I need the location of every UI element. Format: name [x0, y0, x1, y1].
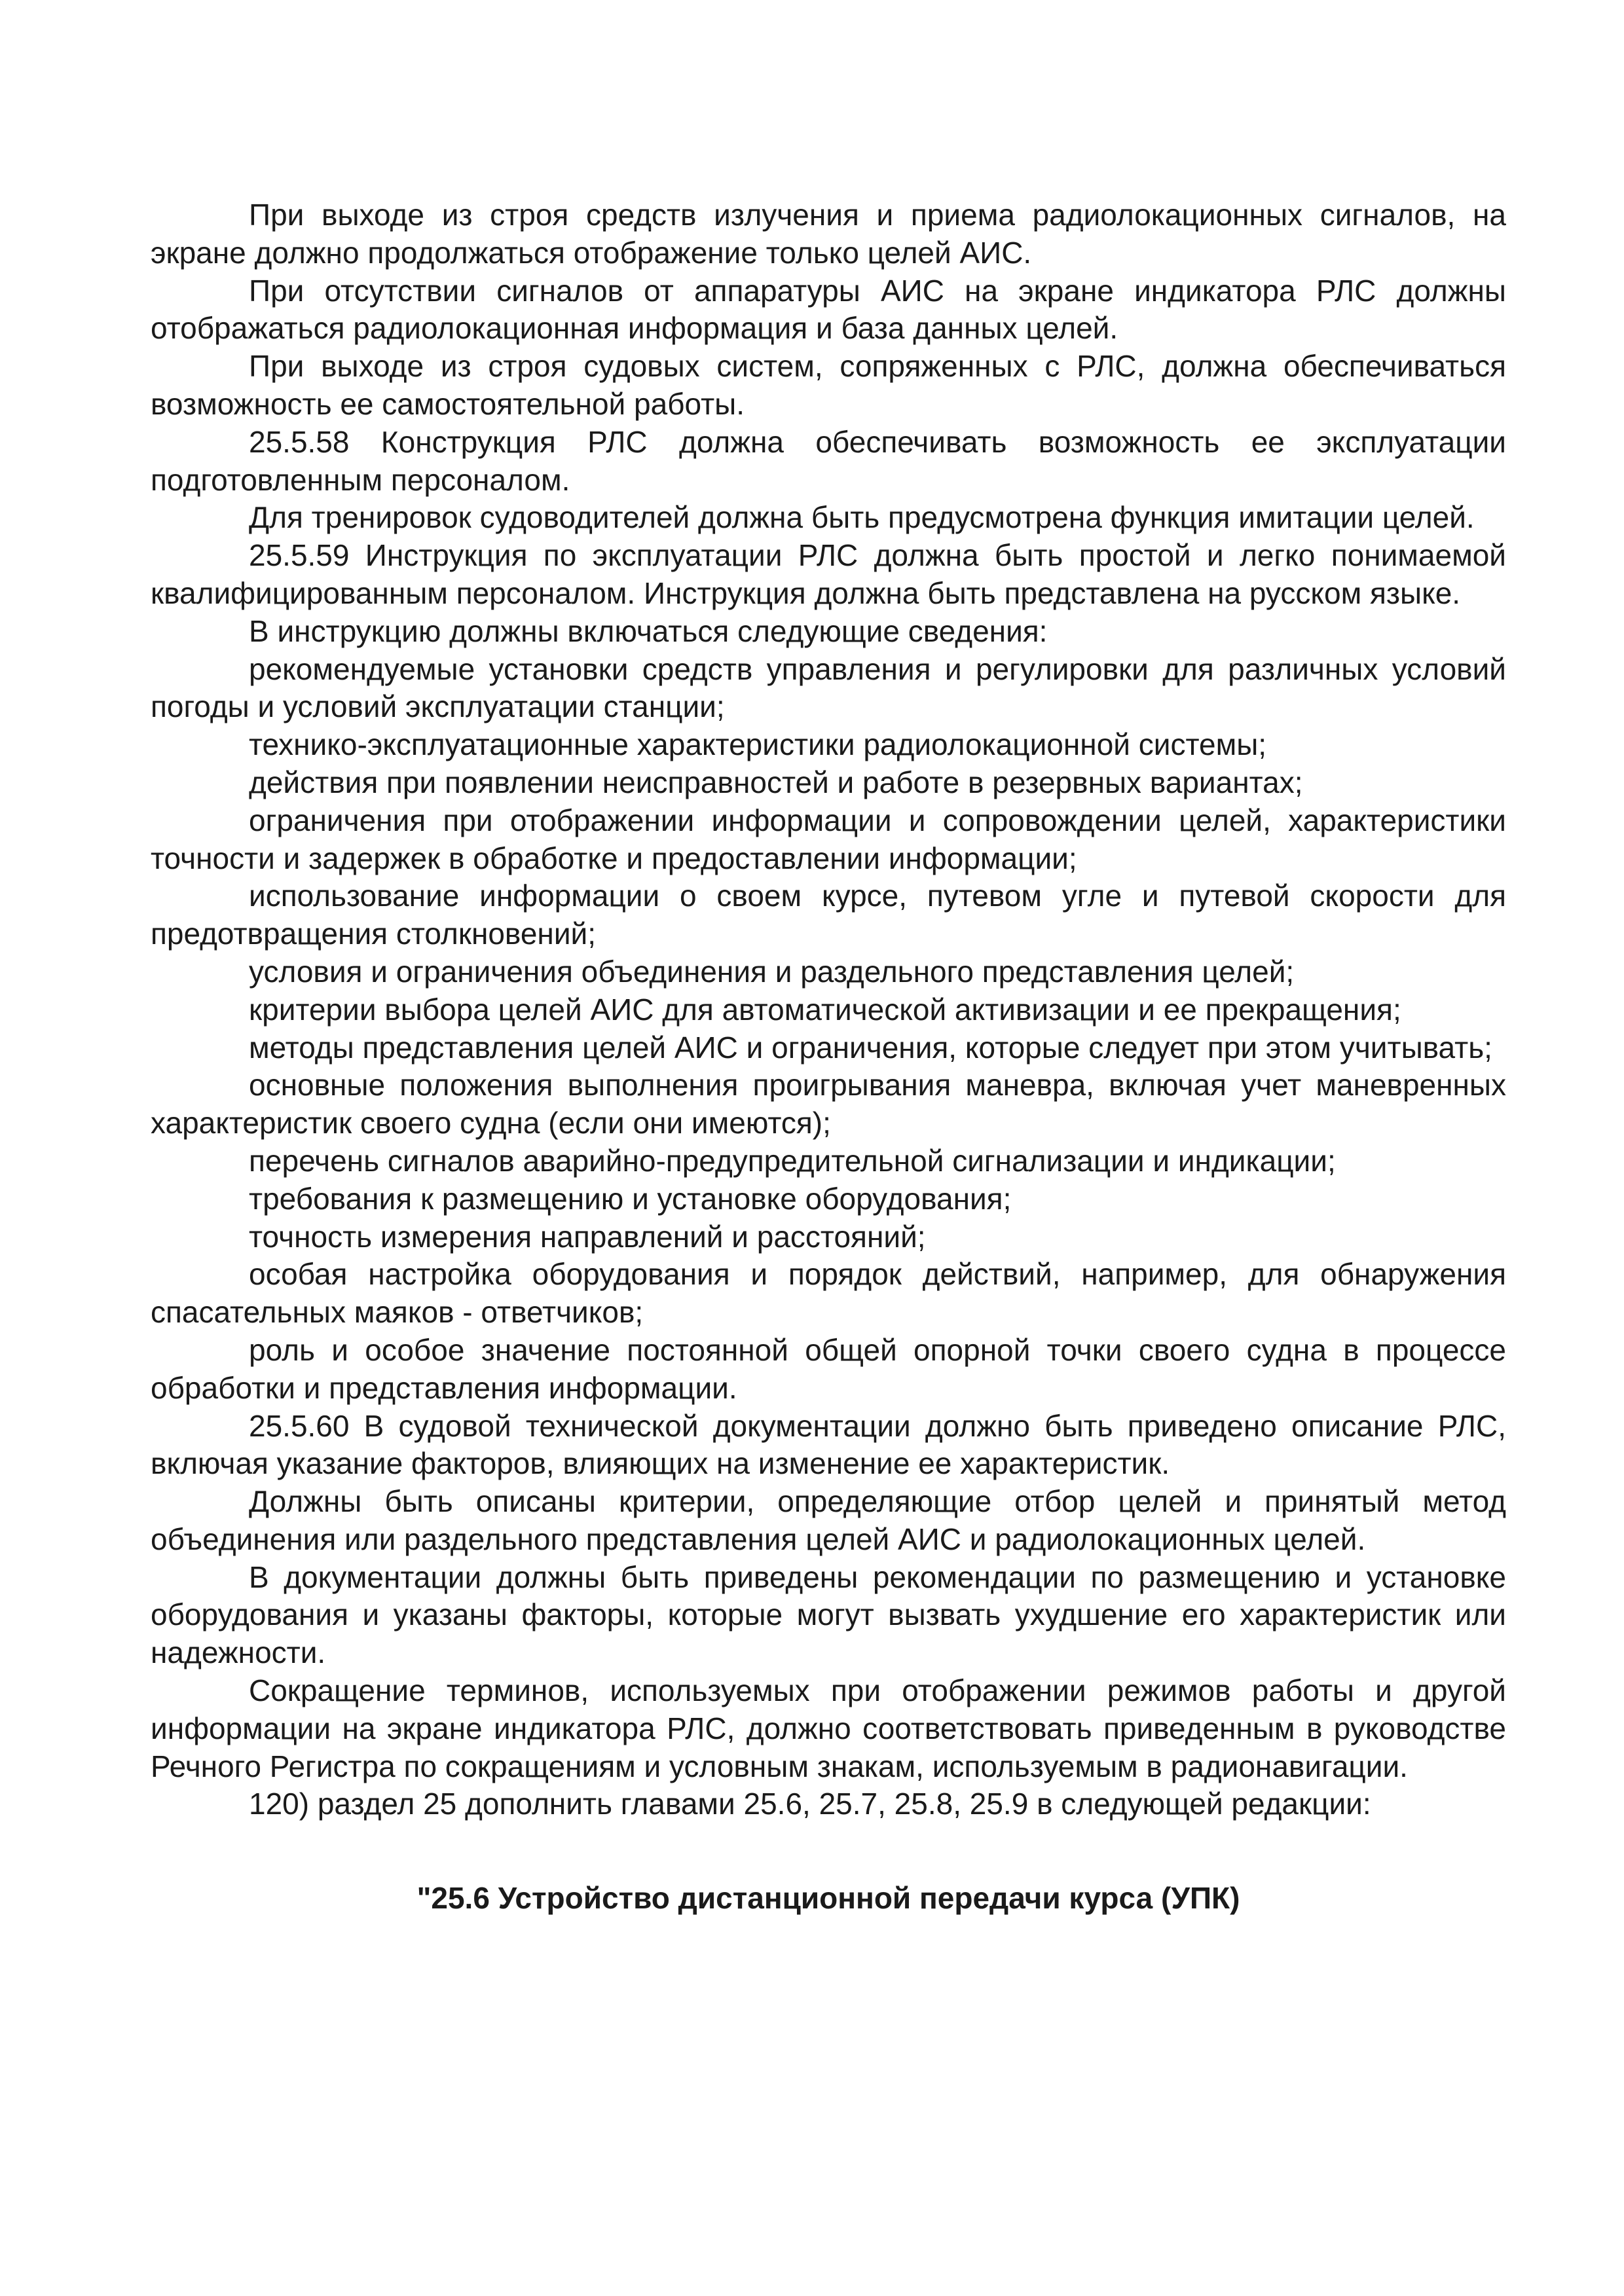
list-item-control-settings: рекомендуемые установки средств управления и регулировки для различных условий погоды и условий эксплуатации станции;: [151, 651, 1506, 724]
list-item-specifications: технико-эксплуатационные характеристики радиолокационной системы;: [249, 727, 1267, 762]
paragraph-instruction-contents: В инструкцию должны включаться следующие сведения:: [249, 613, 1048, 648]
list-item-ccrp: роль и особое значение постоянной общей опорной точки своего судна в процессе обработки и представления информации.: [151, 1332, 1506, 1405]
paragraph-target-simulation: Для тренировок судоводителей должна быть предусмотрена функция имитации целей.: [249, 500, 1475, 535]
paragraph-standalone-operation: При выходе из строя судовых систем, сопряженных с РЛС, должна обеспечиваться возможность ее самостоятельной работы.: [151, 349, 1506, 421]
list-item-measurement-accuracy: точность измерения направлений и расстояний;: [249, 1219, 926, 1254]
list-item-collision-avoidance: использование информации о своем курсе, путевом угле и путевой скорости для предотвращения столкновений;: [151, 879, 1506, 951]
paragraph-25-5-58: 25.5.58 Конструкция РЛС должна обеспечивать возможность ее эксплуатации подготовленным персоналом.: [151, 424, 1506, 497]
paragraph-ais-only-display: При выходе из строя средств излучения и приема радиолокационных сигналов, на экране должно продолжаться отображение только целей АИС.: [151, 198, 1506, 270]
list-item-alarm-signals: перечень сигналов аварийно-предупредительной сигнализации и индикации;: [249, 1143, 1336, 1178]
list-item-display-limitations: ограничения при отображении информации и сопровождении целей, характеристики точности и задержек в обработке и предоставлении информации;: [151, 803, 1506, 875]
list-item-sart-detection: особая настройка оборудования и порядок действий, например, для обнаружения спасательных маяков - ответчиков;: [151, 1257, 1506, 1330]
paragraph-installation-recommendations: В документации должны быть приведены рекомендации по размещению и установке оборудования и указаны факторы, которые могут вызвать ухудшение его характеристик или надежности.: [151, 1559, 1506, 1670]
list-item-target-association: условия и ограничения объединения и раздельного представления целей;: [249, 954, 1295, 989]
paragraph-no-ais-signals: При отсутствии сигналов от аппаратуры АИС на экране индикатора РЛС должны отображаться радиолокационная информация и база данных целей.: [151, 273, 1506, 346]
list-item-trial-manoeuvre: основные положения выполнения проигрывания маневра, включая учет маневренных характеристик своего судна (если они имеются);: [151, 1068, 1506, 1140]
section-heading-25-6: "25.6 Устройство дистанционной передачи курса (УПК): [416, 1881, 1240, 1916]
list-item-ais-presentation: методы представления целей АИС и ограничения, которые следует при этом учитывать;: [249, 1030, 1492, 1065]
paragraph-abbreviations: Сокращение терминов, используемых при отображении режимов работы и другой информации на экране индикатора РЛС, должно соответствовать приведенным в руководстве Речного Регистра по сокращениям и условным знакам, используемым в радионавигации.: [151, 1673, 1506, 1783]
paragraph-selection-criteria: Должны быть описаны критерии, определяющие отбор целей и принятый метод объединения или раздельного представления целей АИС и радиолокационных целей.: [151, 1484, 1506, 1556]
paragraph-25-5-59: 25.5.59 Инструкция по эксплуатации РЛС должна быть простой и легко понимаемой квалифицированным персоналом. Инструкция должна быть представлена на русском языке.: [151, 538, 1506, 610]
list-item-installation: требования к размещению и установке оборудования;: [249, 1181, 1012, 1216]
list-item-fault-actions: действия при появлении неисправностей и работе в резервных вариантах;: [249, 765, 1303, 799]
list-item-ais-activation: критерии выбора целей АИС для автоматической активизации и ее прекращения;: [249, 992, 1401, 1027]
paragraph-amendment-120: 120) раздел 25 дополнить главами 25.6, 25.7, 25.8, 25.9 в следующей редакции:: [249, 1787, 1371, 1821]
document-page: [151, 196, 1506, 1918]
paragraph-25-5-60: 25.5.60 В судовой технической документации должно быть приведено описание РЛС, включая указание факторов, влияющих на изменение ее характеристик.: [151, 1408, 1506, 1481]
